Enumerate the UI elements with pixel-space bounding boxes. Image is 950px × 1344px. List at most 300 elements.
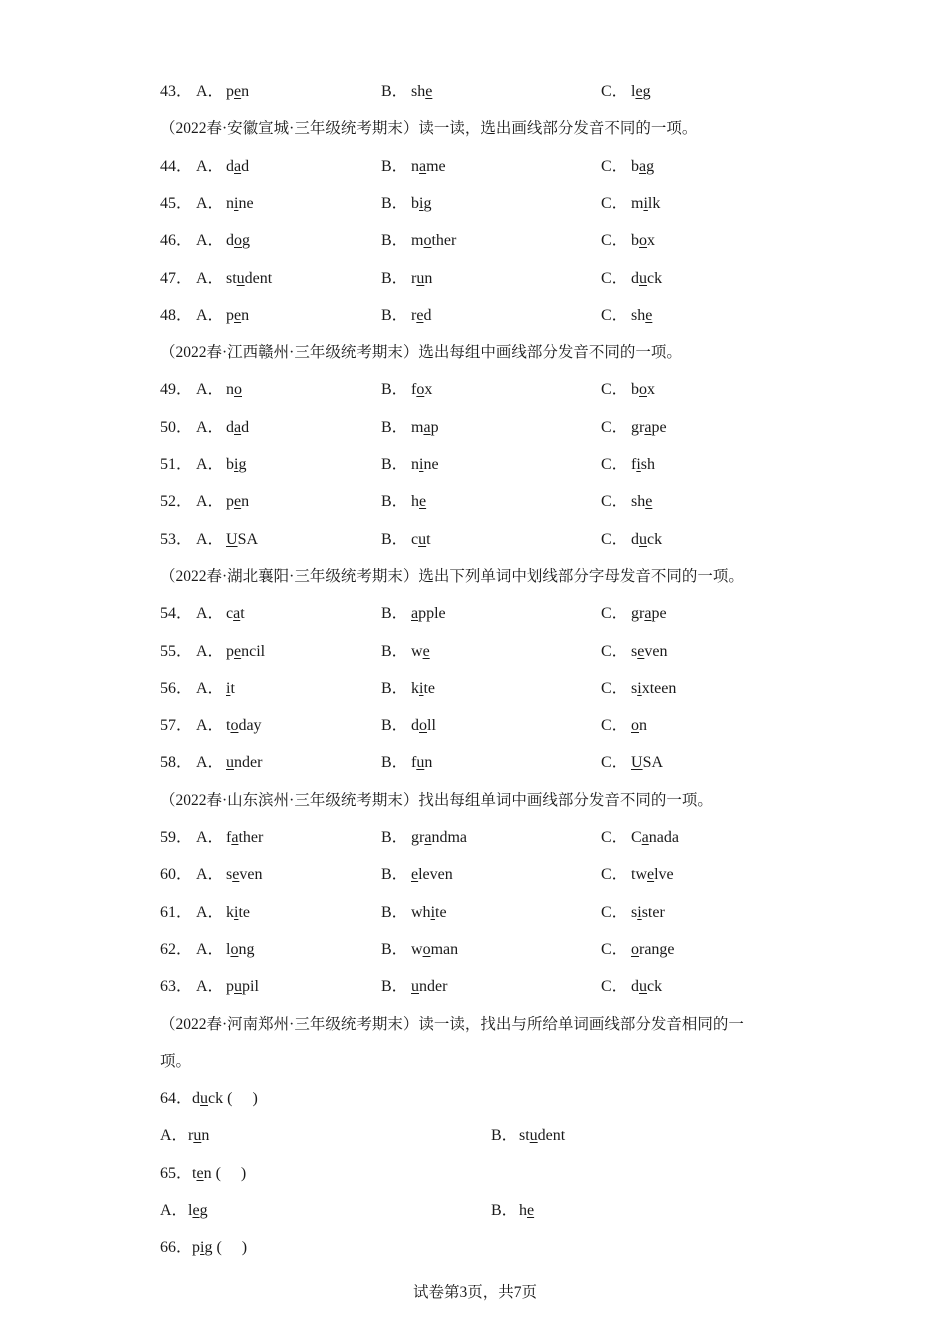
word-part: m	[411, 418, 424, 436]
question-number: 50．	[160, 418, 193, 436]
answer-option[interactable]	[601, 228, 655, 254]
underlined-letter: u	[418, 530, 427, 548]
option-word	[411, 493, 426, 510]
word-part: st	[519, 1127, 530, 1145]
question-row	[0, 1086, 950, 1112]
word-part: n	[241, 306, 250, 324]
section-instruction: （2022春·江西赣州·三年级统考期末）选出每组中画线部分发音不同的一项。	[160, 344, 682, 362]
question-row	[0, 937, 950, 963]
word-part: sh	[631, 306, 646, 324]
word-part: nada	[648, 829, 679, 846]
underlined-letter: a	[424, 829, 432, 846]
underlined-letter: u	[639, 530, 647, 548]
answer-option[interactable]	[160, 1123, 209, 1149]
option-letter: B．	[381, 232, 408, 250]
word-part: t	[230, 679, 235, 697]
answer-option[interactable]	[381, 377, 432, 403]
underlined-letter: i	[419, 194, 424, 212]
options-row	[0, 1123, 950, 1149]
answer-option[interactable]	[601, 452, 655, 478]
option-letter: A．	[196, 642, 224, 660]
word-part: g	[199, 1202, 208, 1219]
option-word	[631, 605, 667, 622]
answer-option[interactable]	[196, 79, 249, 105]
word-part: ndma	[431, 829, 467, 846]
underlined-letter: e	[635, 83, 643, 100]
answer-option[interactable]	[601, 900, 665, 926]
option-word	[226, 83, 249, 100]
word-part: C	[631, 829, 642, 846]
option-letter: A．	[196, 940, 224, 958]
answer-option[interactable]	[601, 303, 652, 329]
instruction-line	[0, 1012, 950, 1038]
option-letter: A．	[196, 306, 224, 324]
answer-option[interactable]	[196, 825, 263, 851]
word-part: ven	[239, 866, 263, 884]
question-number: 48．	[160, 306, 193, 324]
underlined-letter: o	[423, 232, 432, 250]
question-row	[0, 191, 950, 217]
answer-option[interactable]	[601, 974, 662, 1000]
option-word	[631, 978, 662, 995]
question-row	[0, 377, 950, 403]
question-row	[0, 713, 950, 739]
underlined-letter: u	[234, 978, 242, 996]
word-part: ck	[647, 269, 663, 287]
answer-option[interactable]	[196, 266, 272, 292]
answer-option[interactable]	[381, 154, 446, 180]
option-letter: A．	[196, 232, 224, 250]
word-part: ck	[647, 978, 663, 996]
word-part: nder	[234, 754, 263, 772]
option-word	[226, 158, 249, 175]
option-letter: A．	[196, 456, 224, 473]
word-part: leven	[418, 866, 453, 884]
option-letter: C．	[601, 978, 628, 996]
answer-option[interactable]	[381, 266, 432, 292]
answer-option[interactable]	[196, 750, 262, 776]
underlined-letter: e	[232, 866, 240, 884]
question-number: 43．	[160, 83, 193, 100]
option-letter: B．	[491, 1127, 518, 1145]
word-part: m	[631, 194, 644, 212]
word-part: te	[435, 903, 447, 921]
word-part: k	[411, 679, 419, 697]
underlined-letter: o	[230, 717, 239, 735]
word-part: pe	[651, 605, 667, 623]
word-part: d	[631, 269, 639, 287]
option-word	[188, 1202, 208, 1219]
word-part: f	[631, 456, 637, 473]
answer-option[interactable]	[196, 974, 259, 1000]
option-word	[631, 829, 679, 846]
option-letter: C．	[601, 866, 628, 884]
word-part: d	[423, 306, 432, 324]
underlined-letter: a	[644, 605, 652, 623]
answer-blank[interactable]: ( )	[223, 1090, 258, 1108]
answer-option[interactable]	[196, 900, 250, 926]
answer-option[interactable]	[381, 489, 426, 515]
option-letter: A．	[160, 1202, 188, 1219]
answer-option[interactable]	[196, 303, 249, 329]
option-word	[411, 307, 431, 324]
word-part: ne	[238, 194, 254, 212]
question-row	[0, 527, 950, 553]
question-number: 58．	[160, 754, 193, 772]
question-number: 44．	[160, 157, 193, 175]
word-part: ne	[423, 456, 439, 473]
answer-option[interactable]	[601, 676, 676, 702]
underlined-letter: o	[416, 381, 425, 399]
option-letter: B．	[381, 754, 408, 772]
option-word	[226, 232, 250, 249]
option-letter: A．	[196, 978, 224, 996]
answer-option[interactable]	[381, 825, 467, 851]
word-part: t	[192, 1164, 197, 1182]
underlined-letter: u	[193, 1127, 202, 1145]
option-letter: B．	[381, 717, 408, 735]
option-letter: A．	[196, 866, 224, 884]
answer-option[interactable]	[601, 191, 660, 217]
word-part: ther	[238, 829, 264, 846]
word-part: ther	[431, 232, 457, 250]
word-part: s	[631, 903, 638, 921]
question-row	[0, 228, 950, 254]
option-letter: A．	[196, 418, 224, 436]
word-part: gr	[631, 605, 645, 623]
answer-option[interactable]	[196, 527, 258, 553]
answer-option[interactable]	[601, 154, 654, 180]
section-instruction: （2022春·山东滨州·三年级统考期末）找出每组单词中画线部分发音不同的一项。	[160, 791, 713, 809]
underlined-letter: i	[419, 456, 424, 473]
question-row	[0, 1235, 950, 1261]
option-word	[411, 381, 432, 398]
question-number: 63．	[160, 978, 193, 996]
underlined-letter: o	[422, 940, 431, 958]
option-letter: C．	[601, 493, 628, 511]
answer-blank[interactable]: ( )	[212, 1239, 248, 1257]
answer-option[interactable]	[196, 228, 250, 254]
word-part: dent	[244, 269, 273, 287]
question-row	[0, 79, 950, 105]
section-instruction: （2022春·河南郑州·三年级统考期末）读一读，找出与所给单词画线部分发音相同的一	[160, 1015, 744, 1033]
answer-option[interactable]	[196, 713, 262, 739]
underlined-letter: i	[234, 456, 239, 473]
word-part: d	[226, 418, 234, 436]
option-letter: C．	[601, 754, 628, 772]
word-part: n	[241, 83, 250, 100]
answer-option[interactable]	[601, 79, 651, 105]
question-number: 51．	[160, 456, 193, 473]
answer-option[interactable]	[601, 862, 674, 888]
word-part: ll	[427, 717, 436, 735]
underlined-letter: e	[192, 1202, 200, 1219]
underlined-letter: o	[230, 940, 239, 958]
option-word	[411, 829, 467, 846]
answer-option[interactable]	[601, 415, 667, 441]
option-word	[226, 978, 259, 995]
question-row	[0, 750, 950, 776]
word-part: range	[639, 940, 675, 958]
underlined-letter: e	[234, 83, 242, 100]
option-word	[226, 754, 262, 771]
word-part: p	[430, 418, 439, 436]
word-part: c	[226, 605, 234, 623]
question-row	[0, 303, 950, 329]
answer-option[interactable]	[196, 452, 246, 478]
option-word	[411, 717, 436, 734]
option-word	[226, 381, 242, 398]
page-footer: 试卷第3页，共7页	[412, 1284, 537, 1301]
word-part: g	[242, 232, 250, 250]
word-part: gr	[631, 418, 645, 436]
underlined-letter: a	[639, 157, 647, 175]
option-letter: A．	[160, 1127, 188, 1145]
answer-option[interactable]	[196, 862, 262, 888]
underlined-letter: e	[419, 493, 427, 511]
answer-option[interactable]	[601, 750, 663, 776]
answer-option[interactable]	[381, 191, 431, 217]
option-letter: C．	[601, 605, 628, 623]
answer-option[interactable]	[381, 601, 446, 627]
answer-option[interactable]	[601, 601, 667, 627]
answer-option[interactable]	[381, 974, 447, 1000]
answer-blank[interactable]: ( )	[211, 1164, 247, 1182]
option-letter: C．	[601, 306, 628, 324]
word-part: tw	[631, 866, 647, 884]
answer-option[interactable]	[196, 489, 249, 515]
instruction-line	[0, 564, 950, 590]
option-letter: B．	[381, 418, 408, 436]
option-letter: C．	[601, 642, 628, 660]
option-word	[631, 419, 667, 436]
answer-option[interactable]	[601, 527, 662, 553]
word-part: g	[204, 1239, 213, 1257]
answer-option[interactable]	[601, 489, 652, 515]
question-number: 54．	[160, 605, 193, 623]
option-word	[226, 307, 249, 324]
answer-option[interactable]	[381, 452, 439, 478]
question-prompt	[160, 1235, 247, 1261]
option-letter: C．	[601, 530, 628, 548]
word-part: d	[631, 978, 639, 996]
option-word	[411, 232, 456, 249]
option-letter: A．	[196, 530, 224, 548]
question-number: 49．	[160, 381, 193, 399]
option-letter: C．	[601, 418, 628, 436]
option-word	[631, 941, 675, 958]
option-word	[226, 866, 262, 883]
option-word	[411, 531, 431, 548]
options-row	[0, 1198, 950, 1224]
answer-option[interactable]	[381, 937, 458, 963]
word-part: gr	[411, 829, 425, 846]
option-word	[631, 195, 660, 212]
word-part: t	[226, 717, 231, 735]
option-word	[631, 307, 652, 324]
word-part: r	[188, 1127, 194, 1145]
option-letter: C．	[601, 679, 628, 697]
option-letter: B．	[381, 381, 408, 399]
word-part: g	[238, 456, 247, 473]
underlined-letter: o	[631, 717, 639, 735]
question-row	[0, 266, 950, 292]
option-letter: B．	[381, 978, 408, 996]
word-part: s	[631, 679, 638, 697]
answer-option[interactable]	[601, 713, 647, 739]
word-part: p	[226, 83, 234, 100]
word-part: p	[226, 306, 234, 324]
option-word	[631, 83, 651, 100]
option-letter: B．	[491, 1202, 518, 1219]
word-part: l	[226, 940, 231, 958]
underlined-letter: U	[226, 530, 238, 548]
option-word	[631, 158, 654, 175]
word-part: b	[631, 381, 639, 399]
option-letter: A．	[196, 679, 224, 697]
word-part: d	[226, 232, 234, 250]
underlined-letter: u	[416, 754, 425, 772]
answer-option[interactable]	[381, 415, 439, 441]
word-part: n	[226, 194, 234, 212]
option-word	[226, 829, 263, 846]
answer-option[interactable]	[381, 900, 447, 926]
answer-option[interactable]	[196, 639, 265, 665]
option-letter: B．	[381, 679, 408, 697]
underlined-letter: e	[416, 306, 424, 324]
underlined-letter: i	[430, 903, 436, 921]
underlined-letter: a	[233, 605, 241, 623]
answer-option[interactable]	[381, 228, 456, 254]
answer-option[interactable]	[601, 377, 655, 403]
answer-option[interactable]	[601, 825, 679, 851]
answer-option[interactable]	[601, 639, 667, 665]
answer-option[interactable]	[601, 937, 675, 963]
answer-option[interactable]	[601, 266, 662, 292]
option-word	[411, 158, 446, 175]
word-part: h	[519, 1202, 527, 1219]
question-row	[0, 862, 950, 888]
word-part: d	[192, 1090, 201, 1108]
answer-option[interactable]	[381, 750, 432, 776]
option-word	[631, 904, 665, 921]
word-part: wh	[411, 903, 431, 921]
word-part: st	[226, 269, 237, 287]
option-word	[188, 1127, 209, 1144]
answer-option[interactable]	[381, 527, 431, 553]
word-part: te	[423, 679, 435, 697]
answer-option[interactable]	[196, 601, 245, 627]
answer-option[interactable]	[196, 377, 242, 403]
answer-option[interactable]	[381, 713, 436, 739]
underlined-letter: e	[234, 493, 242, 511]
word-part: g	[646, 157, 655, 175]
answer-option[interactable]	[381, 79, 432, 105]
option-word	[631, 270, 662, 287]
underlined-letter: i	[234, 903, 239, 921]
word-part: p	[192, 1239, 201, 1257]
word-part: ster	[641, 903, 665, 921]
question-row	[0, 154, 950, 180]
answer-option[interactable]	[196, 676, 235, 702]
word-part: g	[423, 194, 432, 212]
option-word	[631, 493, 652, 510]
answer-option[interactable]	[381, 676, 435, 702]
option-word	[631, 232, 655, 249]
option-word	[411, 195, 431, 212]
underlined-letter: e	[645, 306, 653, 324]
answer-option[interactable]	[196, 415, 249, 441]
option-word	[411, 605, 446, 622]
answer-option[interactable]	[491, 1198, 534, 1224]
question-row	[0, 639, 950, 665]
option-word	[411, 83, 432, 100]
underlined-letter: u	[411, 978, 419, 996]
question-number: 62．	[160, 940, 193, 958]
word-part: sh	[631, 493, 646, 511]
option-letter: B．	[381, 605, 408, 623]
option-word	[226, 270, 272, 287]
answer-option[interactable]	[160, 1198, 208, 1224]
option-word	[226, 419, 249, 436]
word-part: l	[188, 1202, 193, 1219]
word-part: n	[411, 456, 419, 473]
option-letter: B．	[381, 269, 408, 287]
option-letter: A．	[196, 605, 224, 623]
option-word	[226, 680, 235, 697]
question-number: 46．	[160, 232, 193, 250]
option-letter: A．	[196, 269, 224, 287]
word-part: ng	[238, 940, 255, 958]
option-word	[631, 643, 667, 660]
question-number: 60．	[160, 866, 193, 884]
option-letter: B．	[381, 83, 408, 100]
word-part: te	[238, 903, 250, 921]
underlined-letter: i	[200, 1239, 205, 1257]
question-number: 57．	[160, 717, 193, 735]
word-part: n	[411, 157, 419, 175]
answer-option[interactable]	[196, 191, 254, 217]
question-row	[0, 1161, 950, 1187]
option-letter: B．	[381, 642, 408, 660]
underlined-letter: a	[411, 605, 419, 623]
option-letter: C．	[601, 194, 628, 212]
option-word	[411, 866, 453, 883]
answer-option[interactable]	[381, 862, 453, 888]
answer-option[interactable]	[491, 1123, 565, 1149]
option-word	[519, 1127, 565, 1144]
option-letter: A．	[196, 194, 224, 212]
word-part: sh	[411, 83, 426, 100]
word-part: b	[226, 456, 234, 473]
answer-option[interactable]	[381, 303, 431, 329]
underlined-letter: u	[639, 978, 647, 996]
answer-option[interactable]	[381, 639, 430, 665]
word-part: m	[411, 232, 424, 250]
answer-option[interactable]	[196, 937, 254, 963]
option-word	[226, 493, 249, 510]
question-row	[0, 974, 950, 1000]
word-part: b	[411, 194, 419, 212]
word-part: man	[430, 940, 459, 958]
option-letter: B．	[381, 456, 408, 473]
option-letter: B．	[381, 903, 408, 921]
word-part: dent	[537, 1127, 566, 1145]
option-letter: B．	[381, 194, 408, 212]
option-letter: C．	[601, 903, 628, 921]
answer-option[interactable]	[196, 154, 249, 180]
underlined-letter: u	[200, 1090, 209, 1108]
